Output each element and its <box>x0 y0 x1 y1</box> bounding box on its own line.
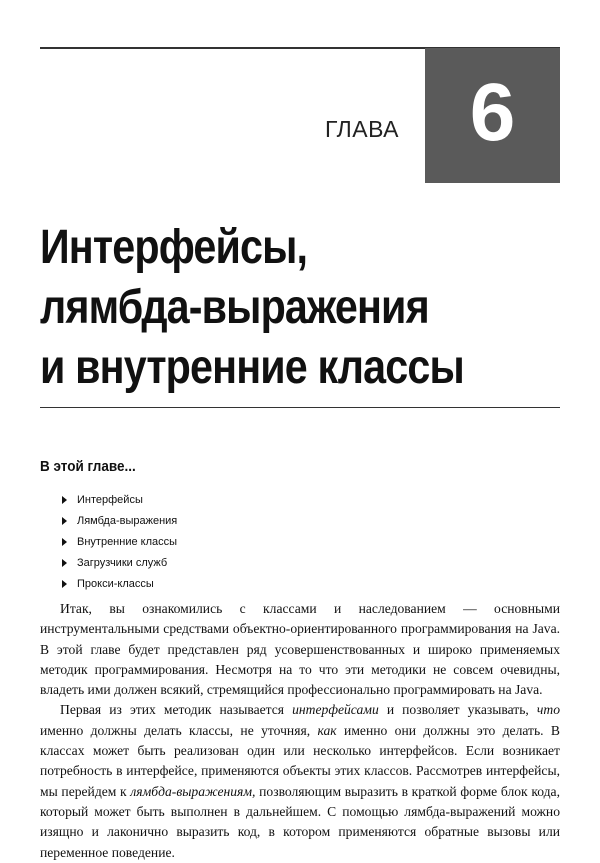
list-item <box>62 573 177 594</box>
list-item-label: Лямбда-выражения <box>77 514 178 527</box>
bullet-triangle-icon <box>62 517 67 525</box>
paragraph <box>40 700 560 862</box>
italic-term: интерфейсами <box>292 702 379 718</box>
italic-term: что <box>536 702 560 718</box>
text-segment: и позволяет указывать, <box>378 702 537 718</box>
list-item <box>62 489 177 510</box>
title-line: лямбда-выражения <box>40 281 429 334</box>
title-rule <box>40 407 560 408</box>
text-segment: Итак, вы ознакомились с классами и наследованием — основными инструментальными средствами объектно-ориентированного программирования на Java. В этой главе будет представлен ряд усовершенствованных и широко применяемых методик программирования. Несмотря на то что эти методики не совсем очевидны, владеть ими должен всякий, стремящийся профессионально программировать на Java. <box>40 601 560 698</box>
bullet-triangle-icon <box>62 580 67 588</box>
italic-term: как <box>317 722 337 738</box>
text-segment: именно они должны это делать. В классах может быть реализован один или несколько интерфейсов. Если возникает потребность в интерфейсе, применяются объекты этих классов. Рассмотрев интерфейсы, мы перейдем к <box>40 722 561 799</box>
text-segment: позволяющим выразить в краткой форме блок кода, который может быть выполнен в дальнейшем. С помощью лямбда-выражений можно изящно и лаконично выразить код, в котором применяются обратные вызовы или переменное поведение. <box>40 783 560 860</box>
list-item-label: Прокси-классы <box>77 577 154 590</box>
chapter-number-box <box>425 48 560 183</box>
list-item-label: Внутренние классы <box>77 535 178 548</box>
body-text <box>40 599 560 863</box>
in-chapter-list <box>62 489 177 594</box>
chapter-title <box>40 218 464 398</box>
text-segment: Первая из этих методик называется <box>60 702 293 718</box>
list-item <box>62 510 177 531</box>
paragraph <box>40 599 560 700</box>
text-segment: именно должны делать классы, не уточняя, <box>40 722 318 738</box>
italic-term: лямбда-выражениям, <box>130 783 256 799</box>
list-item-label: Загрузчики служб <box>77 556 168 569</box>
bullet-triangle-icon <box>62 496 67 504</box>
chapter-number: 6 <box>469 66 516 158</box>
chapter-label: ГЛАВА <box>325 116 400 142</box>
list-item-label: Интерфейсы <box>77 493 143 506</box>
bullet-triangle-icon <box>62 538 67 546</box>
list-item <box>62 531 177 552</box>
in-chapter-heading: В этой главе... <box>40 458 136 475</box>
title-line: Интерфейсы, <box>40 221 308 274</box>
list-item <box>62 552 177 573</box>
title-line: и внутренние классы <box>40 341 464 394</box>
bullet-triangle-icon <box>62 559 67 567</box>
